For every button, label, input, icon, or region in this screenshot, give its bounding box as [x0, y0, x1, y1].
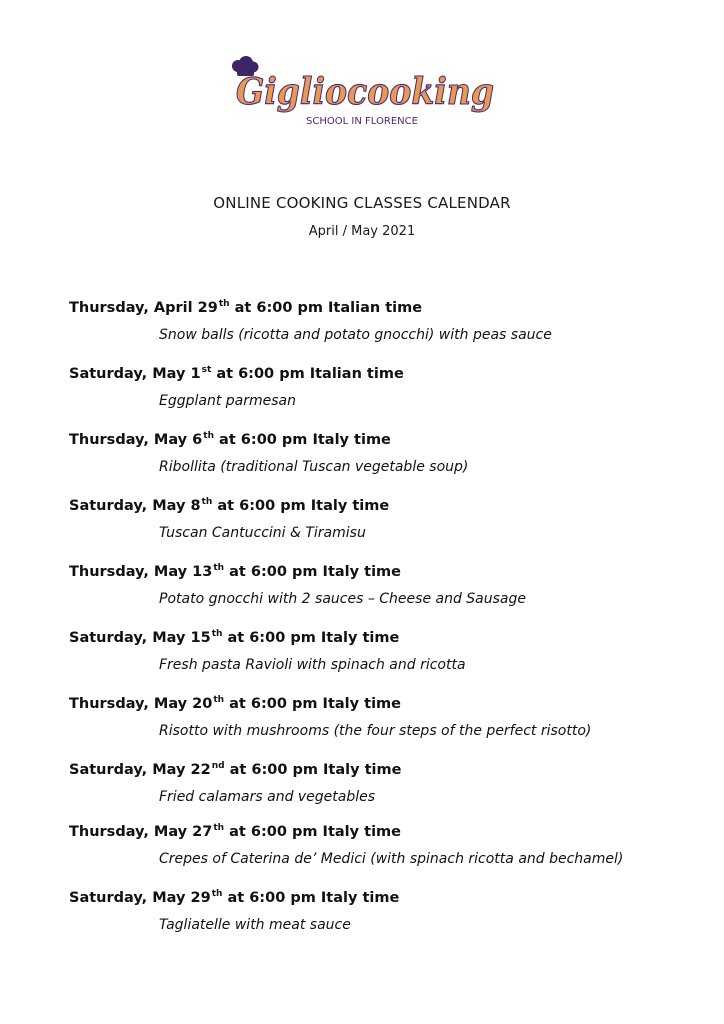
- class-date: Thursday, May 6th at 6:00 pm Italy time: [69, 431, 391, 448]
- class-date: Thursday, May 27th at 6:00 pm Italy time: [69, 823, 401, 840]
- class-dish: Ribollita (traditional Tuscan vegetable soup): [159, 459, 469, 475]
- class-entry: [69, 561, 709, 627]
- class-date: Saturday, May 1st at 6:00 pm Italian time: [69, 365, 404, 382]
- class-dish: Snow balls (ricotta and potato gnocchi) with peas sauce: [159, 327, 552, 343]
- class-dish: Crepes of Caterina de’ Medici (with spinach ricotta and bechamel): [159, 851, 624, 867]
- class-dish: Tagliatelle with meat sauce: [159, 917, 351, 933]
- logo-graphic: [226, 54, 506, 134]
- class-date: Thursday, May 20th at 6:00 pm Italy time: [69, 695, 401, 712]
- class-dish: Fresh pasta Ravioli with spinach and ricotta: [159, 657, 466, 673]
- class-calendar-list: [69, 297, 709, 953]
- class-dish: Risotto with mushrooms (the four steps of the perfect risotto): [159, 723, 592, 739]
- page-subtitle: April / May 2021: [308, 224, 416, 239]
- class-entry: [69, 495, 709, 561]
- class-date: Saturday, May 15th at 6:00 pm Italy time: [69, 629, 400, 646]
- class-entry: [69, 821, 709, 887]
- class-entry: [69, 627, 709, 693]
- class-date: Thursday, April 29th at 6:00 pm Italian time: [69, 299, 423, 316]
- class-entry: [69, 429, 709, 495]
- class-date: Saturday, May 29th at 6:00 pm Italy time: [69, 889, 400, 906]
- logo-tagline: SCHOOL IN FLORENCE: [306, 116, 418, 127]
- page-title: ONLINE COOKING CLASSES CALENDAR: [213, 194, 511, 212]
- class-dish: Potato gnocchi with 2 sauces – Cheese and Sausage: [159, 591, 527, 607]
- class-entry: [69, 363, 709, 429]
- class-date: Thursday, May 13th at 6:00 pm Italy time: [69, 563, 401, 580]
- class-entry: [69, 759, 709, 821]
- class-dish: Tuscan Cantuccini & Tiramisu: [159, 525, 366, 541]
- class-dish: Fried calamars and vegetables: [159, 789, 376, 805]
- class-date: Saturday, May 8th at 6:00 pm Italy time: [69, 497, 390, 514]
- class-dish: Eggplant parmesan: [159, 393, 297, 409]
- class-date: Saturday, May 22nd at 6:00 pm Italy time: [69, 761, 402, 778]
- class-entry: [69, 887, 709, 953]
- logo-wordmark: Gigliocooking: [236, 71, 494, 113]
- class-entry: [69, 297, 709, 363]
- brand-logo: [226, 54, 506, 134]
- class-entry: [69, 693, 709, 759]
